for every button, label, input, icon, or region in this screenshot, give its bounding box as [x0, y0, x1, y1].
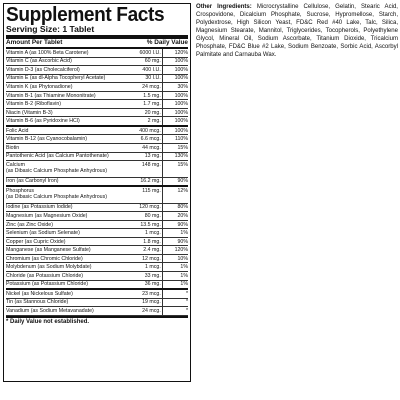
nutrient-row [6, 254, 188, 263]
nutrient-amount: 36 mg. [121, 280, 162, 289]
nutrient-name-text: Chromium (as Chromic Chloride) [6, 255, 83, 262]
nutrient-amount: 1.8 mg. [121, 237, 162, 246]
nutrient-name-text: Vitamin B-12 (as Cyanocobalamin) [6, 136, 88, 143]
nutrient-name [6, 144, 121, 153]
nutrient-amount: 120 mcg. [121, 203, 162, 212]
daily-value-column-header: % Daily Value [146, 39, 188, 46]
nutrient-name-text: Iron (as Carbonyl Iron) [6, 178, 59, 185]
nutrient-name [6, 91, 121, 100]
nutrient-daily-value: 100% [162, 91, 188, 100]
nutrient-daily-value: 90% [162, 220, 188, 229]
nutrient-name [6, 57, 121, 66]
nutrient-name-text: Vitamin B-6 (as Pyridoxine HCl) [6, 118, 80, 125]
nutrient-row [6, 126, 188, 135]
nutrient-amount: 1.5 mg. [121, 91, 162, 100]
nutrient-row [6, 91, 188, 100]
nutrient-name [6, 280, 121, 289]
nutrient-name-text: Phosphorus [6, 188, 35, 195]
other-ingredients-heading: Other Ingredients: [196, 4, 252, 10]
nutrient-name-text: Folic Acid [6, 127, 29, 134]
nutrient-name-text: Pantothenic Acid (as Calcium Pantothenate) [6, 153, 109, 160]
nutrient-daily-value: 110% [162, 135, 188, 144]
nutrient-name-text: Vitamin E (as dl-Alpha Tocopheryl Acetate) [6, 75, 106, 82]
nutrient-row [6, 203, 188, 212]
nutrient-daily-value: * [162, 289, 188, 298]
nutrient-amount: 1 mcg. [121, 263, 162, 272]
nutrient-name-text: Vitamin A (as 100% Beta Carotene) [6, 49, 89, 56]
nutrient-name [6, 263, 121, 272]
nutrient-daily-value: 100% [162, 74, 188, 83]
nutrient-amount: 1 mcg. [121, 229, 162, 238]
nutrient-name [6, 161, 121, 178]
nutrient-name-text: Iodine (as Potassium Iodide) [6, 204, 73, 211]
nutrient-daily-value: 130% [162, 152, 188, 161]
nutrient-row [6, 212, 188, 221]
nutrient-daily-value: 15% [162, 161, 188, 178]
nutrient-name [6, 126, 121, 135]
nutrient-name [6, 298, 121, 307]
nutrient-daily-value: 90% [162, 177, 188, 186]
nutrient-name-text: Vitamin B-2 (Riboflavin) [6, 101, 62, 108]
nutrient-row [6, 307, 188, 316]
column-header-row [6, 39, 188, 49]
nutrient-name [6, 229, 121, 238]
nutrient-daily-value: 15% [162, 144, 188, 153]
nutrient-row [6, 100, 188, 109]
nutrient-name [6, 66, 121, 75]
nutrient-name [6, 135, 121, 144]
nutrient-name-text: Vitamin B-1 (as Thiamine Mononitrate) [6, 92, 96, 99]
nutrient-row [6, 280, 188, 289]
nutrient-row [6, 108, 188, 117]
nutrient-name-text: Vitamin C (as Ascorbic Acid) [6, 58, 72, 65]
nutrient-daily-value: 20% [162, 212, 188, 221]
nutrient-name-text: Chloride (as Potassium Chloride) [6, 272, 84, 279]
nutrient-daily-value: 10% [162, 254, 188, 263]
nutrient-row [6, 49, 188, 57]
nutrient-row [6, 83, 188, 92]
nutrient-name [6, 117, 121, 126]
nutrient-row [6, 117, 188, 126]
nutrient-daily-value: * [162, 298, 188, 307]
nutrient-name [6, 186, 121, 203]
nutrient-row [6, 177, 188, 186]
nutrient-amount: 30 I.U. [121, 74, 162, 83]
nutrient-table [6, 49, 188, 316]
nutrient-name-text: Nickel (as Nickelous Sulfate) [6, 290, 73, 297]
nutrient-daily-value: 100% [162, 100, 188, 109]
nutrient-amount: 12 mcg. [121, 254, 162, 263]
nutrient-name [6, 49, 121, 57]
nutrient-name-text: Potassium (as Potassium Chloride) [6, 281, 88, 288]
daily-value-footnote: * Daily Value not established. [6, 318, 90, 325]
nutrient-name-text: Vitamin K (as Phytonadione) [6, 83, 73, 90]
nutrient-daily-value: 100% [162, 66, 188, 75]
nutrient-amount: 400 mcg. [121, 126, 162, 135]
nutrient-daily-value: 30% [162, 83, 188, 92]
nutrient-row [6, 74, 188, 83]
panel-title: Supplement Facts [6, 3, 165, 26]
nutrient-amount: 24 mcg. [121, 307, 162, 316]
nutrient-amount: 6000 I.U. [121, 49, 162, 57]
amount-column-header: Amount Per Tablet [6, 39, 63, 46]
nutrient-row [6, 272, 188, 281]
nutrient-daily-value: 120% [162, 246, 188, 255]
nutrient-daily-value: 1% [162, 263, 188, 272]
nutrient-amount: 24 mcg. [121, 83, 162, 92]
nutrient-amount: 2 mg. [121, 117, 162, 126]
other-ingredients-text: Microcrystalline Cellulose, Gelatin, Stearic Acid, Crospovidone, Dicalcium Phosphate, Sucrose, Hypromellose, Starch, Polydextrose, High Silicon Yeast, FD&C Red #40 Lake, Talc, Silica, Magnesium Stearate, Mannitol, Triglycerides, Tocopherols, Polyethylene Glycol, Mineral Oil, Sodium Ascorbate, Titanium Dioxide, Tricalcium Phosphate, FD&C Blue #2 Lake, Sodium Benzoate, Sorbic Acid, Ascorbyl Palmitate and Carnauba Wax. [196, 4, 398, 58]
nutrient-name-text: Calcium [6, 162, 25, 169]
nutrient-name [6, 203, 121, 212]
nutrient-source: (as Dibasic Calcium Phosphate Anhydrous) [6, 168, 107, 175]
nutrient-row [6, 263, 188, 272]
nutrient-name-text: Selenium (as Sodium Selenate) [6, 230, 80, 237]
nutrient-name-text: Copper (as Cupric Oxide) [6, 238, 66, 245]
nutrient-row [6, 161, 188, 178]
nutrient-name [6, 272, 121, 281]
nutrient-name [6, 254, 121, 263]
nutrient-name [6, 307, 121, 316]
nutrient-daily-value: 100% [162, 57, 188, 66]
nutrient-name-text: Molybdenum (as Sodium Molybdate) [6, 264, 92, 271]
nutrient-row [6, 237, 188, 246]
nutrient-row [6, 66, 188, 75]
nutrient-daily-value: 1% [162, 229, 188, 238]
nutrient-name-text: Vanadium (as Sodium Metavanadate) [6, 307, 94, 314]
nutrient-name [6, 212, 121, 221]
nutrient-amount: 2.4 mg. [121, 246, 162, 255]
nutrient-amount: 13.5 mg. [121, 220, 162, 229]
nutrient-name [6, 100, 121, 109]
nutrient-name-text: Biotin [6, 144, 20, 151]
nutrient-name [6, 220, 121, 229]
nutrient-name [6, 152, 121, 161]
nutrient-row [6, 57, 188, 66]
nutrient-row [6, 152, 188, 161]
nutrient-name-text: Zinc (as Zinc Oxide) [6, 221, 53, 228]
nutrient-source: (as Dibasic Calcium Phosphate Anhydrous) [6, 194, 107, 201]
nutrient-name-text: Manganese (as Manganese Sulfate) [6, 247, 91, 254]
nutrient-name-text: Magnesium (as Magnesium Oxide) [6, 212, 88, 219]
nutrient-amount: 23 mcg. [121, 289, 162, 298]
nutrient-row [6, 298, 188, 307]
nutrient-name-text: Tin (as Stannous Chloride) [6, 299, 69, 306]
nutrient-name [6, 108, 121, 117]
nutrient-name [6, 83, 121, 92]
nutrient-daily-value: 120% [162, 49, 188, 57]
nutrient-name [6, 246, 121, 255]
nutrient-amount: 80 mg. [121, 212, 162, 221]
nutrient-name [6, 74, 121, 83]
nutrient-amount: 400 I.U. [121, 66, 162, 75]
nutrient-daily-value: 100% [162, 117, 188, 126]
nutrient-name [6, 177, 121, 186]
nutrient-daily-value: * [162, 307, 188, 316]
other-ingredients [196, 4, 398, 60]
nutrient-amount: 13 mg. [121, 152, 162, 161]
nutrient-amount: 115 mg. [121, 186, 162, 203]
nutrient-daily-value: 1% [162, 272, 188, 281]
nutrient-daily-value: 12% [162, 186, 188, 203]
nutrient-amount: 19 mcg. [121, 298, 162, 307]
nutrient-daily-value: 90% [162, 237, 188, 246]
nutrient-row [6, 246, 188, 255]
nutrient-daily-value: 100% [162, 108, 188, 117]
nutrient-amount: 60 mg. [121, 57, 162, 66]
nutrient-amount: 20 mg. [121, 108, 162, 117]
nutrient-amount: 44 mcg. [121, 144, 162, 153]
nutrient-amount: 148 mg. [121, 161, 162, 178]
nutrient-name [6, 237, 121, 246]
supplement-facts-panel [3, 3, 191, 382]
nutrient-row [6, 229, 188, 238]
nutrient-row [6, 186, 188, 203]
nutrient-row [6, 289, 188, 298]
nutrient-daily-value: 1% [162, 280, 188, 289]
nutrient-daily-value: 80% [162, 203, 188, 212]
nutrient-name-text: Niacin (Vitamin B-3) [6, 109, 53, 116]
nutrient-name [6, 289, 121, 298]
nutrient-amount: 16.2 mg. [121, 177, 162, 186]
nutrient-daily-value: 100% [162, 126, 188, 135]
nutrient-row [6, 220, 188, 229]
serving-size: Serving Size: 1 Tablet [6, 24, 95, 34]
nutrient-name-text: Vitamin D-3 (as Cholecalciferol) [6, 66, 80, 73]
nutrient-amount: 1.7 mg. [121, 100, 162, 109]
nutrient-amount: 33 mg. [121, 272, 162, 281]
nutrient-amount: 6.6 mcg. [121, 135, 162, 144]
nutrient-row [6, 144, 188, 153]
nutrient-row [6, 135, 188, 144]
